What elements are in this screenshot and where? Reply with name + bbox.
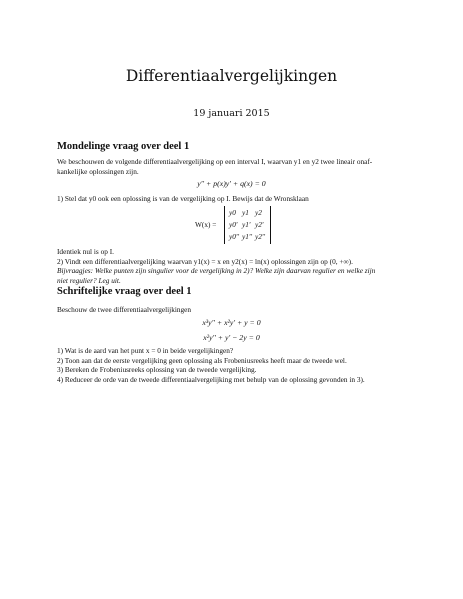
main-equation	[0, 179, 463, 188]
matrix-cell: y0	[229, 208, 236, 217]
determinant-left-bar	[224, 206, 225, 244]
intro-line: We beschouwen de volgende differentiaalvergelijking op een interval I, waarvan y1 en y2 twee lineair onaf-	[57, 157, 373, 166]
matrix-cell: y1''	[242, 232, 253, 241]
list-item: 1) Wat is de aard van het punt x = 0 in beide vergelijkingen?	[57, 346, 234, 355]
equation-1-text: x³y'' + x²y' + y = 0	[202, 318, 261, 327]
question-1	[57, 194, 417, 204]
wronskian-label: W(x) =	[195, 220, 217, 229]
document-date: 19 januari 2015	[193, 108, 270, 119]
matrix-cell: y2	[255, 208, 262, 217]
equation-text: y'' + p(x)y' + q(x) = 0	[197, 179, 266, 188]
section1-followup	[57, 247, 417, 285]
equation-1	[0, 318, 463, 327]
matrix-cell: y1	[242, 208, 249, 217]
bijvraag-text: niet regulier? Leg uit.	[57, 275, 121, 285]
matrix-cell: y2'	[255, 220, 264, 229]
matrix-cell: y1'	[242, 220, 251, 229]
matrix-cell: y0'	[229, 220, 238, 229]
section2-intro-text: Beschouw de twee differentiaalvergelijkingen	[57, 305, 192, 314]
bijvraag-line	[57, 266, 417, 276]
intro-line: kankelijke oplossingen zijn.	[57, 166, 139, 176]
equation-2-text: x²y'' + y' − 2y = 0	[203, 333, 260, 342]
question-1-text: 1) Stel dat y0 ook een oplossing is van de vergelijking op I. Bewijs dat de Wronsklaan	[57, 194, 309, 203]
matrix-cell: y2''	[255, 232, 266, 241]
wronskian-determinant	[0, 206, 463, 246]
equation-2	[0, 333, 463, 342]
wronskian-matrix	[229, 208, 268, 242]
list-item: 2) Toon aan dat de eerste vergelijking geen oplossing als Frobeniusreeks heeft maar de tweede wel.	[57, 355, 347, 365]
section1-heading: Mondelinge vraag over deel 1	[57, 141, 190, 152]
matrix-cell: y0''	[229, 232, 240, 241]
bijvraag-line	[57, 276, 417, 286]
list-item: 4) Reduceer de orde van de tweede differentiaalvergelijking met behulp van de oplossing gevonden in 3).	[57, 374, 365, 384]
section2-heading: Schriftelijke vraag over deel 1	[57, 286, 192, 297]
section2-intro	[57, 305, 417, 315]
determinant-right-bar	[270, 206, 271, 244]
section1-intro	[57, 157, 417, 176]
document-title: Differentiaalvergelijkingen	[125, 67, 338, 85]
section2-questions	[57, 346, 417, 384]
question-2-text: 2) Vindt een differentiaalvergelijking waarvan y1(x) = x en y2(x) = ln(x) oplossingen zijn op (0, +∞).	[57, 256, 353, 266]
bijvraag-text: Bijvraagjes: Welke punten zijn singulier voor de vergelijking in 2)? Welke zijn daarvan regulier en welke zijn	[57, 266, 376, 276]
after-matrix-text: Identiek nul is op I.	[57, 247, 114, 256]
list-item: 3) Bereken de Frobeniusreeks oplossing van de tweede vergelijking.	[57, 365, 257, 375]
